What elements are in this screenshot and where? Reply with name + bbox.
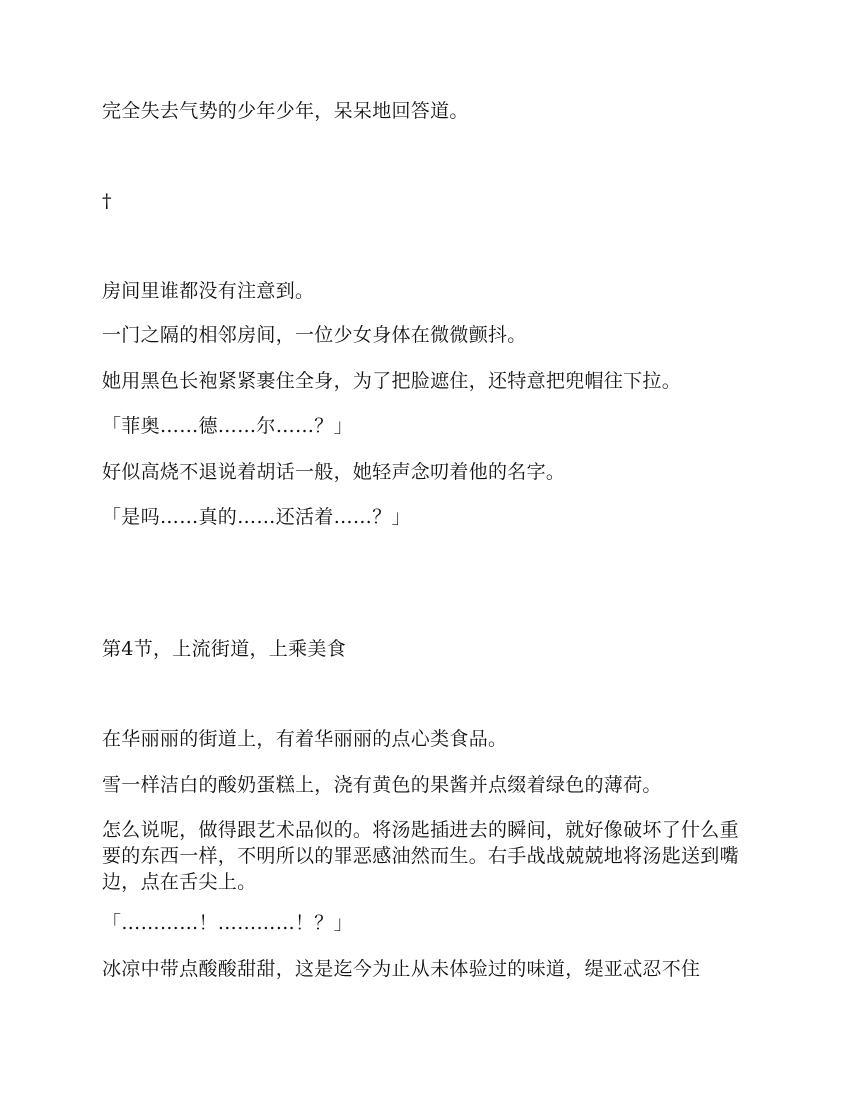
paragraph: 冰凉中带点酸酸甜甜，这是迄今为止从未体验过的味道，缇亚忒忍不住 bbox=[102, 958, 701, 980]
section-separator: † bbox=[102, 190, 112, 212]
dialogue-line: 「…………！…………！？」 bbox=[102, 912, 353, 934]
paragraph: 完全失去气势的少年少年，呆呆地回答道。 bbox=[102, 100, 469, 122]
paragraph: 好似高烧不退说着胡话一般，她轻声念叨着他的名字。 bbox=[102, 461, 566, 483]
paragraph: 房间里谁都没有注意到。 bbox=[102, 280, 315, 302]
dialogue-line: 「菲奥……德……尔……？」 bbox=[102, 415, 353, 437]
paragraph: 在华丽丽的街道上，有着华丽丽的点心类食品。 bbox=[102, 728, 508, 750]
paragraph: 雪一样洁白的酸奶蛋糕上，浇有黄色的果酱并点缀着绿色的薄荷。 bbox=[102, 774, 662, 796]
paragraph: 怎么说呢，做得跟艺术品似的。将汤匙插进去的瞬间，就好像破坏了什么重要的东西一样，不明所以的罪恶感油然而生。右手战战兢兢地将汤匙送到嘴边，点在舌尖上。 bbox=[102, 819, 739, 893]
paragraph: 一门之隔的相邻房间，一位少女身体在微微颤抖。 bbox=[102, 324, 527, 346]
paragraph: 她用黑色长袍紧紧裹住全身，为了把脸遮住，还特意把兜帽往下拉。 bbox=[102, 370, 682, 392]
section-heading: 第4节，上流街道，上乘美食 bbox=[102, 638, 346, 660]
dialogue-line: 「是吗……真的……还活着……？」 bbox=[102, 506, 411, 528]
